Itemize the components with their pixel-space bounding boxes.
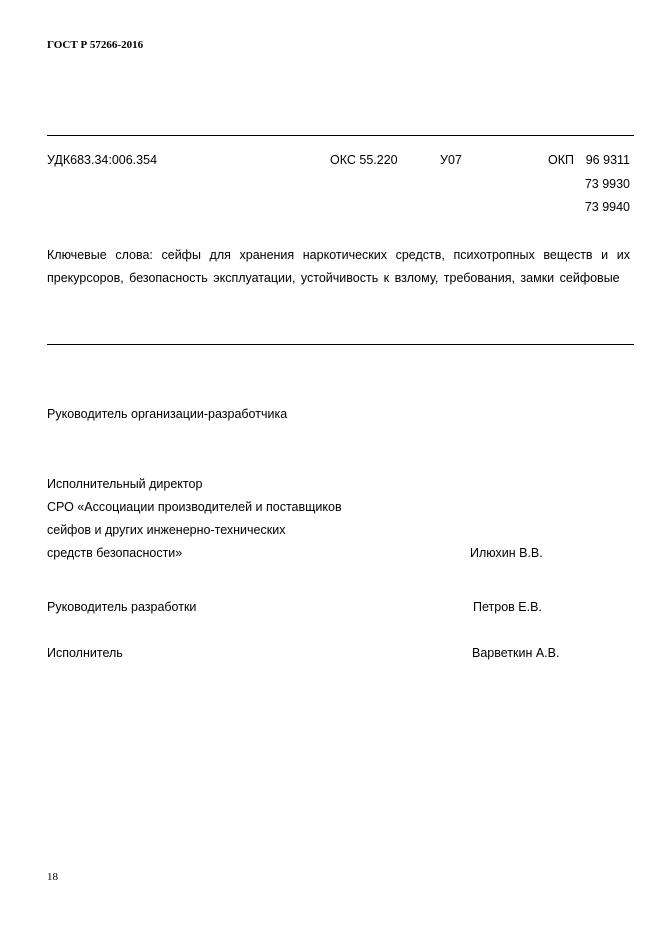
bottom-divider (47, 344, 634, 345)
oks-code: ОКС 55.220 (330, 153, 398, 167)
org-head-label: Руководитель организации-разработчика (47, 407, 288, 421)
director-line-3: сейфов и других инженерно-технических (47, 523, 286, 537)
keywords-paragraph: Ключевые слова: сейфы для хранения наркотических средств, психотропных веществ и их прекурсоров, безопасность эксплуатации, устойчивость к взлому, требования, замки сейфовые (47, 248, 630, 285)
standard-number: ГОСТ Р 57266-2016 (47, 39, 144, 51)
dev-head-name: Петров Е.В. (473, 600, 542, 614)
dev-head-label: Руководитель разработки (47, 600, 197, 614)
okp-label: ОКП (548, 153, 574, 167)
director-line-4: средств безопасности» (47, 546, 183, 560)
okp-code-2: 73 9930 (584, 177, 630, 191)
category-code: У07 (440, 153, 462, 167)
top-divider (47, 135, 634, 136)
director-name: Илюхин В.В. (470, 546, 543, 560)
udk-code: УДК683.34:006.354 (47, 153, 158, 167)
director-line-2: СРО «Ассоциации производителей и поставщиков (47, 500, 342, 514)
page-number: 18 (47, 871, 58, 883)
okp-code-1: 96 9311 (585, 153, 630, 167)
executor-name: Варветкин А.В. (472, 646, 560, 660)
okp-code-3: 73 9940 (584, 200, 630, 214)
executor-label: Исполнитель (47, 646, 123, 660)
director-line-1: Исполнительный директор (47, 477, 203, 491)
